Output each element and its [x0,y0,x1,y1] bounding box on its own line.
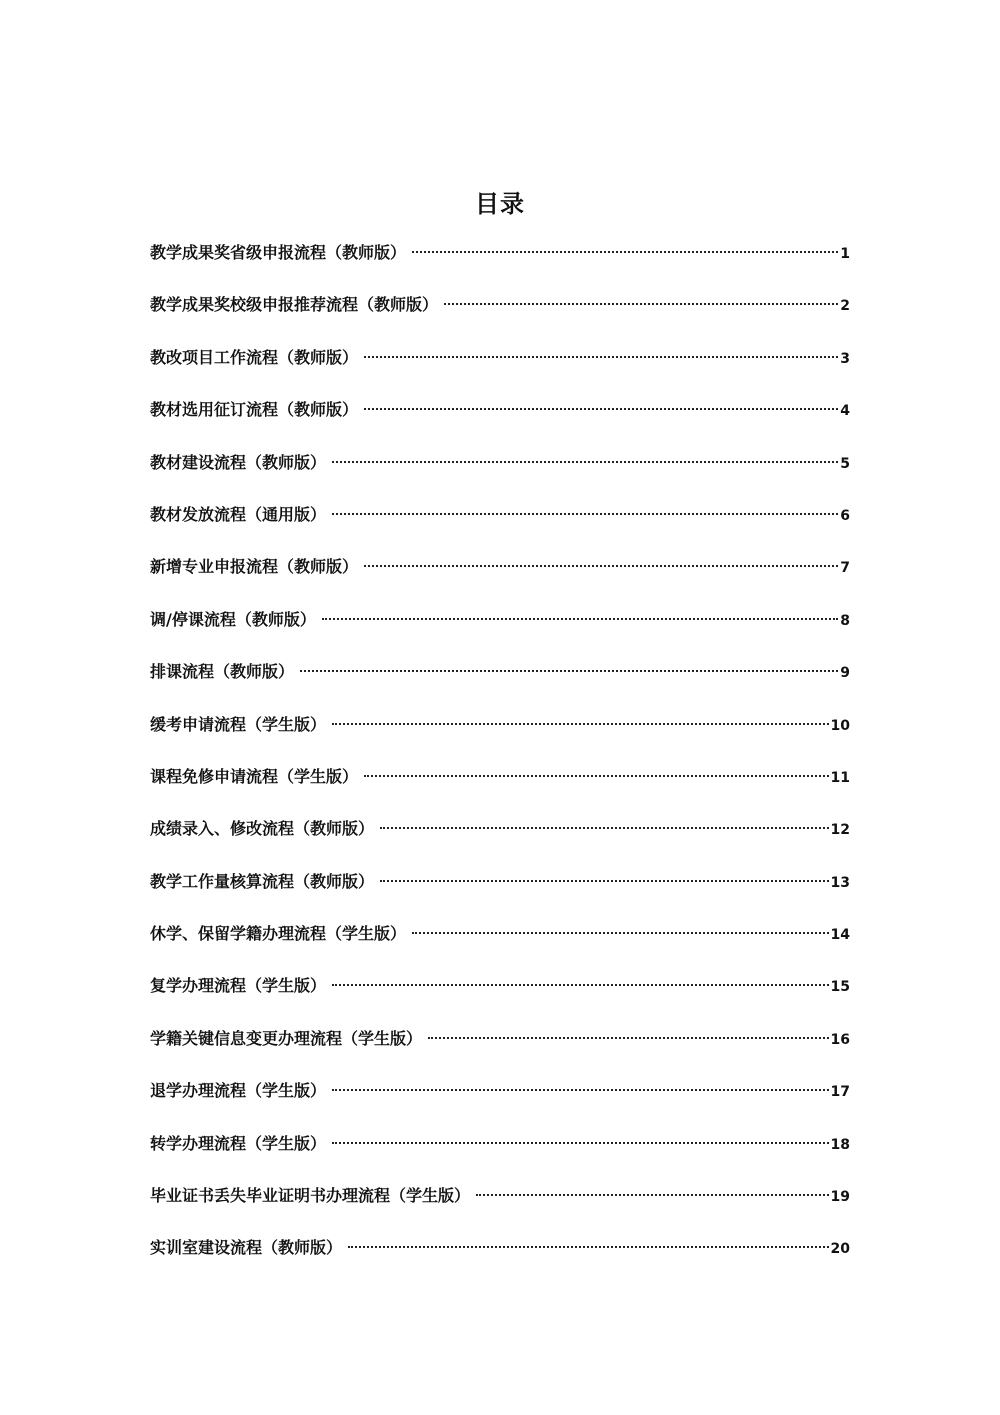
toc-entry-text: 课程免修申请流程（学生版） [150,766,359,786]
toc-dot-leader [412,932,829,934]
toc-page-number: 1 [840,246,850,262]
toc-dot-leader [322,618,838,620]
toc-page-number: 2 [840,298,850,315]
toc-entry[interactable] [150,550,850,602]
toc-entry[interactable] [150,446,850,498]
toc-dot-leader [364,408,838,410]
toc-dot-leader [348,1246,829,1248]
toc-page-number: 15 [830,979,850,996]
toc-dot-leader [364,565,838,567]
toc-entry[interactable] [150,655,850,707]
toc-dot-leader [444,303,838,305]
toc-dot-leader [332,513,838,515]
toc-dot-leader [332,1089,829,1091]
toc-page-number: 6 [840,507,850,524]
toc-entry[interactable] [150,393,850,445]
toc-entry-text: 教材选用征订流程（教师版） [150,400,359,420]
toc-entry[interactable] [150,498,850,550]
toc-entry[interactable] [150,603,850,655]
toc-page-number: 14 [830,927,850,944]
toc-dot-leader [364,356,838,358]
toc-entry-text: 教改项目工作流程（教师版） [150,347,359,367]
toc-dot-leader [332,984,829,986]
toc-dot-leader [332,461,838,463]
toc-entry[interactable] [150,1074,850,1126]
toc-dot-leader [380,827,829,829]
toc-entry-text: 教学工作量核算流程（教师版） [150,871,375,891]
toc-page-number: 9 [840,665,850,682]
toc-entry-text: 缓考申请流程（学生版） [150,714,327,734]
toc-entry[interactable] [150,917,850,969]
toc-title: 目录 [475,190,525,218]
toc-entry[interactable] [150,969,850,1021]
toc-entry[interactable] [150,1179,850,1231]
toc-entry-text: 教材建设流程（教师版） [150,452,327,472]
toc-page-number: 11 [830,769,850,786]
toc-entry[interactable] [150,1127,850,1179]
toc-page-number: 5 [840,455,850,472]
toc-page-number: 8 [840,612,850,629]
toc-entry-text: 教学成果奖省级申报流程（教师版） [150,243,407,262]
toc-page-number: 12 [830,822,850,839]
toc-page-number: 18 [830,1136,850,1153]
toc-entry-text: 休学、保留学籍办理流程（学生版） [150,924,407,944]
toc-entry-text: 实训室建设流程（教师版） [150,1238,343,1258]
toc-entry-text: 教材发放流程（通用版） [150,504,327,524]
toc-entry-text: 退学办理流程（学生版） [150,1081,327,1101]
toc-entry-text: 成绩录入、修改流程（教师版） [150,819,375,839]
toc-dot-leader [364,775,829,777]
toc-dot-leader [332,723,829,725]
toc-entry[interactable] [150,760,850,812]
toc-page-number: 3 [840,350,850,367]
toc-entry-text: 排课流程（教师版） [150,662,295,682]
toc-page-number: 17 [830,1084,850,1101]
toc-list [150,236,850,1284]
toc-dot-leader [476,1194,829,1196]
toc-entry[interactable] [150,1022,850,1074]
toc-entry[interactable] [150,341,850,393]
toc-dot-leader [332,1142,829,1144]
toc-entry[interactable] [150,1231,850,1283]
toc-page-number: 4 [840,403,850,420]
toc-dot-leader [380,880,829,882]
toc-entry-text: 调/停课流程（教师版） [150,609,316,629]
toc-dot-leader [412,251,838,253]
toc-entry-text: 毕业证书丢失毕业证明书办理流程（学生版） [150,1186,471,1206]
toc-entry-text: 教学成果奖校级申报推荐流程（教师版） [150,295,439,315]
toc-entry[interactable] [150,812,850,864]
toc-dot-leader [428,1037,829,1039]
toc-entry-text: 学籍关键信息变更办理流程（学生版） [150,1028,423,1048]
toc-entry-text: 新增专业申报流程（教师版） [150,557,359,577]
toc-dot-leader [300,670,838,672]
toc-entry[interactable] [150,708,850,760]
toc-entry-text: 复学办理流程（学生版） [150,976,327,996]
toc-page-number: 16 [830,1031,850,1048]
toc-page-number: 20 [830,1241,850,1258]
toc-page-number: 19 [830,1189,850,1206]
toc-page-number: 10 [830,717,850,734]
toc-entry-text: 转学办理流程（学生版） [150,1133,327,1153]
toc-entry[interactable] [150,236,850,288]
toc-page-number: 13 [830,874,850,891]
toc-page-number: 7 [840,560,850,577]
toc-entry[interactable] [150,865,850,917]
toc-entry[interactable] [150,288,850,340]
